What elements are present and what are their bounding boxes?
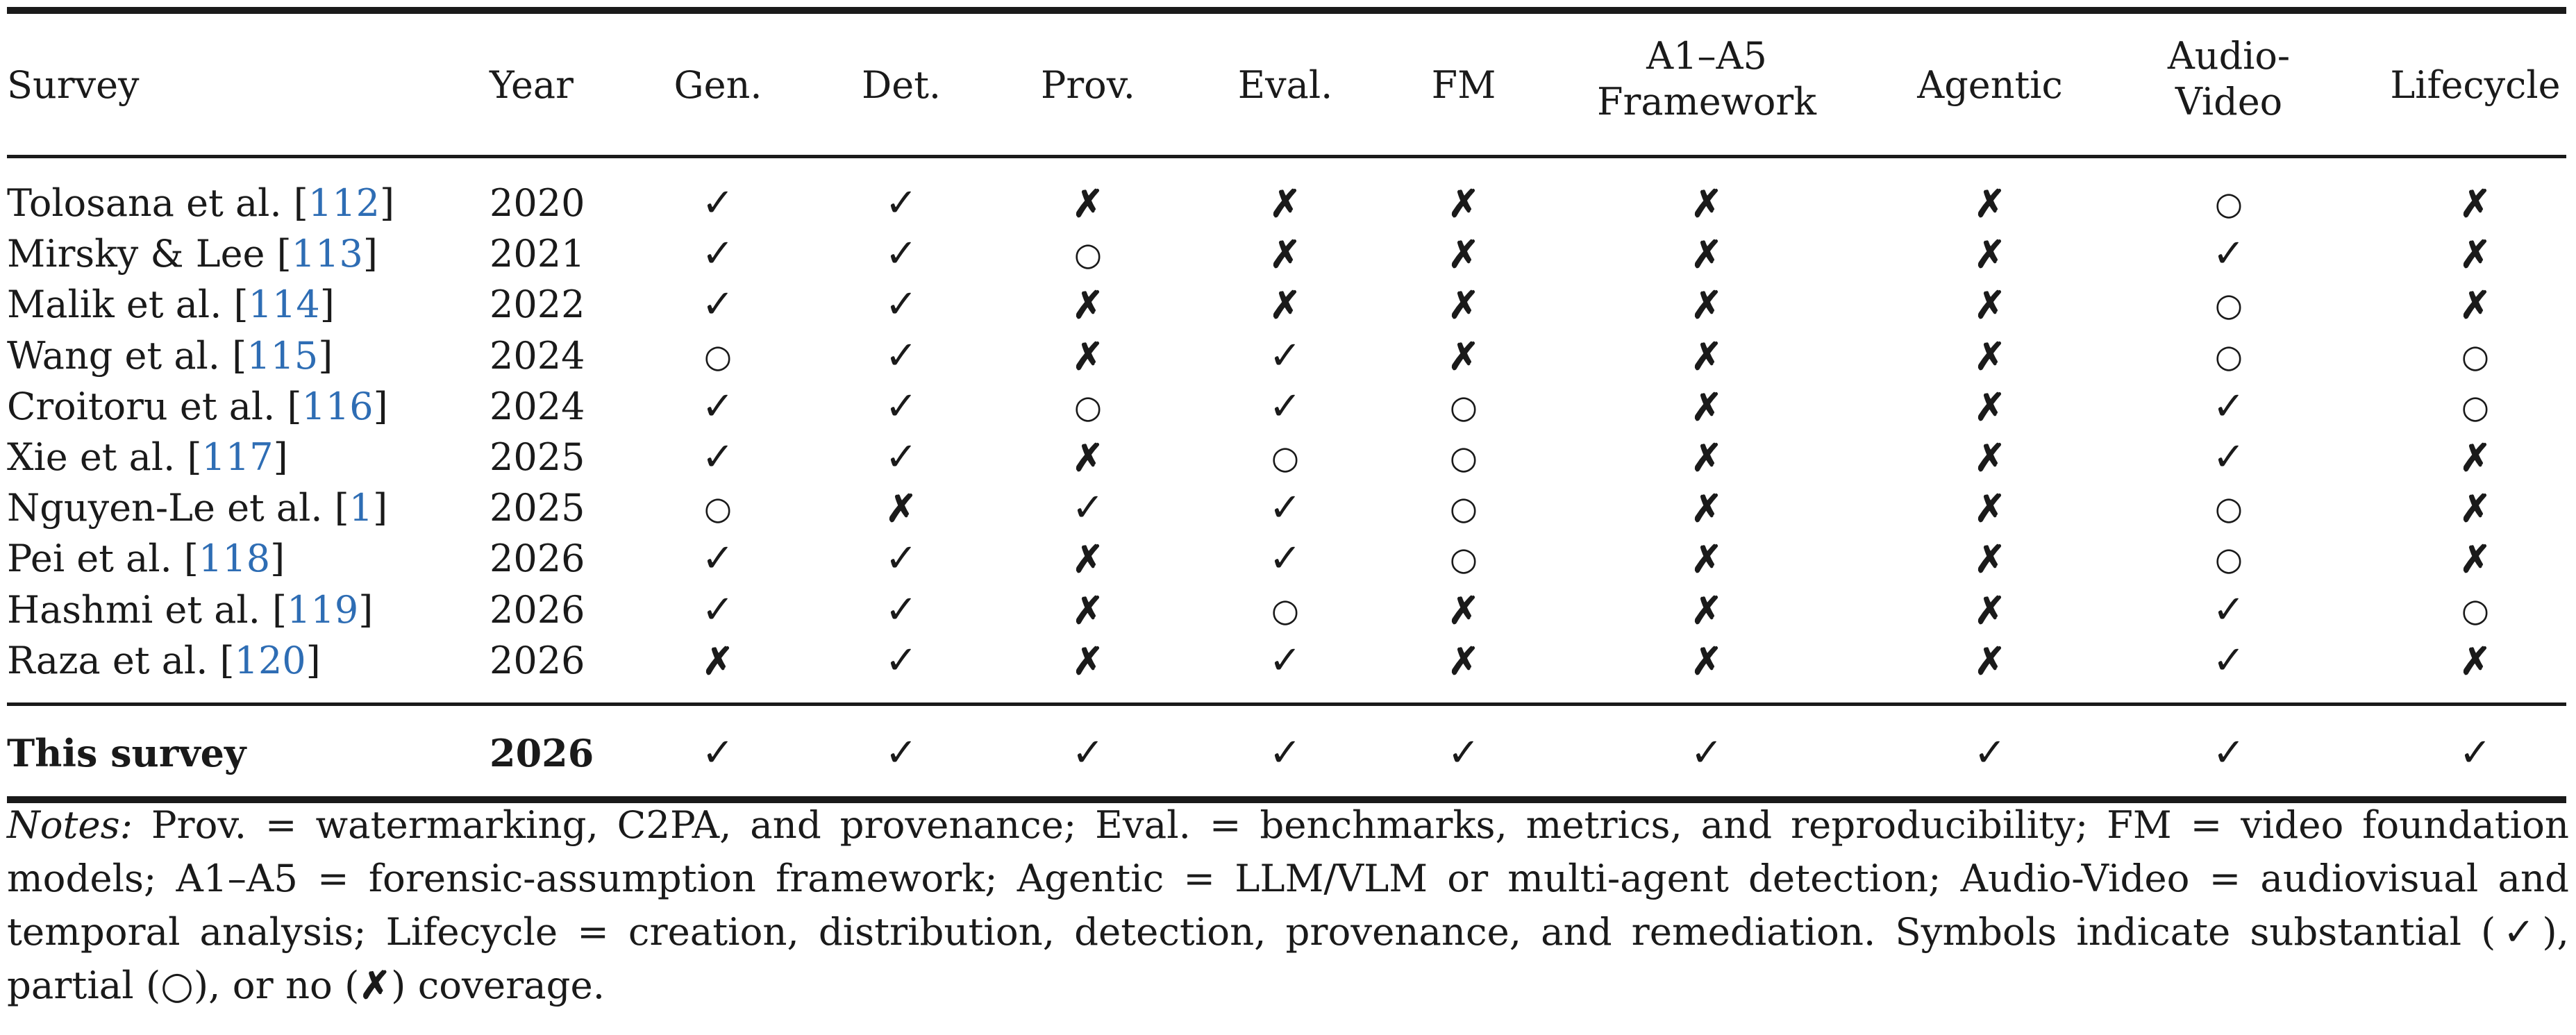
citation-link[interactable]: 116 (301, 384, 374, 428)
partial-circle-icon: ○ (1073, 387, 1103, 426)
year-cell: 2020 (490, 181, 585, 225)
citation-close: ] (362, 232, 378, 276)
cross-mark-icon: ✗ (2459, 435, 2491, 480)
survey-name-cell (7, 282, 335, 328)
partial-circle-icon: ○ (2461, 337, 2490, 375)
check-mark-icon: ✓ (885, 383, 918, 429)
cross-mark-icon: ✗ (1691, 333, 1723, 378)
cross-mark-icon: ✗ (1974, 384, 2006, 429)
year-cell: 2026 (490, 587, 585, 632)
cross-mark-icon: ✗ (1974, 587, 2006, 632)
survey-name: Tolosana et al. [ (7, 181, 308, 225)
check-mark-icon: ✓ (2212, 435, 2245, 480)
partial-circle-icon: ○ (2214, 286, 2243, 324)
check-mark-icon: ✓ (701, 435, 735, 480)
cross-mark-icon: ✗ (1691, 486, 1723, 531)
check-mark-icon: ✓ (885, 180, 918, 226)
cross-mark-icon: ✗ (1691, 283, 1723, 328)
survey-name-cell (7, 485, 387, 531)
citation-close: ] (306, 638, 321, 682)
notes-label: Notes: (7, 802, 133, 847)
cross-mark-icon: ✗ (1691, 587, 1723, 632)
check-mark-icon: ✓ (885, 333, 918, 378)
survey-name-cell (7, 180, 394, 226)
survey-name: Croitoru et al. [ (7, 384, 302, 428)
citation-link[interactable]: 117 (201, 435, 274, 479)
survey-name: Nguyen-Le et al. [ (7, 486, 349, 530)
check-mark-icon: ✓ (701, 231, 735, 277)
check-mark-icon: ✓ (2212, 637, 2245, 683)
cross-mark-icon: ✗ (1974, 333, 2006, 378)
cross-mark-icon: ✗ (1072, 587, 1104, 632)
cross-mark-icon: ✗ (1072, 181, 1104, 226)
partial-circle-icon: ○ (1271, 591, 1300, 629)
partial-circle-icon: ○ (2214, 185, 2243, 222)
check-mark-icon: ✓ (885, 637, 918, 683)
partial-circle-icon: ○ (2214, 337, 2243, 375)
cross-mark-icon: ✗ (1448, 333, 1480, 378)
column-header-eval: Eval. (1237, 63, 1333, 107)
check-mark-icon: ✓ (885, 435, 918, 480)
column-header-gen: Gen. (674, 63, 762, 107)
cross-mark-icon: ✗ (1691, 638, 1723, 683)
cross-mark-icon: ✗ (2459, 232, 2491, 277)
column-header-line: Audio- (2167, 34, 2291, 78)
column-header-a1a5 (1582, 33, 1832, 125)
citation-close: ] (318, 333, 333, 378)
survey-name-cell (7, 638, 321, 684)
cross-mark-icon: ✗ (1269, 181, 1301, 226)
survey-name: Xie et al. [ (7, 435, 202, 479)
partial-circle-icon: ○ (1449, 387, 1478, 426)
check-mark-icon: ✓ (701, 180, 735, 226)
citation-close: ] (319, 283, 335, 327)
cross-mark-icon: ✗ (2459, 283, 2491, 328)
cross-mark-icon: ✗ (1448, 232, 1480, 277)
column-header-audiovideo (2104, 33, 2354, 125)
header-rule (7, 155, 2566, 158)
survey-name-cell (7, 333, 333, 379)
citation-link[interactable]: 112 (308, 181, 380, 225)
cross-mark-icon: ✗ (1448, 638, 1480, 683)
cross-mark-icon: ✗ (1269, 283, 1301, 328)
citation-close: ] (373, 384, 388, 428)
citation-link[interactable]: 119 (287, 587, 359, 632)
notes-text: Prov. = watermarking, C2PA, and provenance; Eval. = benchmarks, metrics, and reproducibility; FM = video foundation models; A1–A5 = forensic-assumption framework; Agentic = LLM/VLM or multi-agent detection; Audio-Video = audiovisual and temporal analysis; Lifecycle = creation, distribution, detection, provenance, and remediation. Symbols indicate substantial ( (7, 802, 2569, 954)
cross-mark-icon: ✗ (1974, 435, 2006, 480)
citation-link[interactable]: 113 (291, 232, 363, 276)
survey-name-cell (7, 435, 288, 480)
citation-link[interactable]: 115 (246, 333, 319, 378)
year-cell: 2021 (490, 232, 585, 276)
column-header-line: A1–A5 (1646, 34, 1767, 78)
partial-circle-icon: ○ (1449, 439, 1478, 476)
cross-mark-icon: ✗ (1691, 435, 1723, 480)
cross-mark-icon: ✗ (1691, 537, 1723, 582)
notes-text-3: ), or no ( (193, 963, 360, 1007)
cross-mark-icon: ✗ (1072, 283, 1104, 328)
check-mark-icon: ✓ (885, 536, 918, 582)
cross-mark-icon: ✗ (1974, 181, 2006, 226)
partial-circle-icon: ○ (1271, 439, 1300, 476)
cross-mark-icon: ✗ (2459, 486, 2491, 531)
survey-name: Wang et al. [ (7, 333, 247, 378)
check-mark-icon: ✓ (1071, 730, 1105, 775)
check-mark-icon: ✓ (1269, 637, 1302, 683)
cross-mark-icon: ✗ (1691, 232, 1723, 277)
check-mark-icon: ✓ (701, 587, 735, 632)
notes-partial-symbol: ○ (160, 963, 194, 1007)
column-header-year: Year (490, 63, 574, 107)
cross-mark-icon: ✗ (1974, 283, 2006, 328)
notes-check-symbol: ✓ (2495, 909, 2543, 954)
check-mark-icon: ✓ (885, 231, 918, 277)
year-cell: 2024 (490, 384, 585, 428)
citation-link[interactable]: 118 (199, 537, 271, 581)
this-survey-rule (7, 702, 2566, 706)
survey-name: Mirsky & Lee [ (7, 232, 292, 276)
table-notes (7, 798, 2569, 1012)
year-cell: 2026 (490, 638, 585, 682)
cross-mark-icon: ✗ (702, 638, 734, 683)
cross-mark-icon: ✗ (1974, 537, 2006, 582)
partial-circle-icon: ○ (1449, 489, 1478, 528)
cross-mark-icon: ✗ (1269, 232, 1301, 277)
cross-mark-icon: ✗ (1072, 537, 1104, 582)
check-mark-icon: ✓ (1269, 536, 1302, 582)
check-mark-icon: ✓ (701, 730, 735, 775)
citation-close: ] (373, 486, 388, 530)
notes-text-4: ) coverage. (391, 963, 605, 1007)
check-mark-icon: ✓ (1269, 333, 1302, 378)
year-cell: 2022 (490, 283, 585, 327)
cross-mark-icon: ✗ (1448, 181, 1480, 226)
cross-mark-icon: ✗ (2459, 537, 2491, 582)
partial-circle-icon: ○ (703, 337, 733, 375)
partial-circle-icon: ○ (703, 489, 733, 528)
notes-none-symbol: ✗ (359, 963, 392, 1007)
citation-link[interactable]: 1 (349, 486, 374, 530)
year-cell: 2026 (490, 537, 585, 581)
cross-mark-icon: ✗ (1448, 587, 1480, 632)
column-header-line: Video (2175, 80, 2283, 124)
survey-name: Pei et al. [ (7, 537, 199, 581)
table-top-rule (7, 7, 2566, 14)
check-mark-icon: ✓ (1269, 730, 1302, 775)
partial-circle-icon: ○ (2214, 489, 2243, 528)
column-header-line: Framework (1597, 80, 1816, 124)
year-cell: 2024 (490, 333, 585, 378)
survey-name: Raza et al. [ (7, 638, 235, 682)
cross-mark-icon: ✗ (1072, 638, 1104, 683)
cross-mark-icon: ✗ (1691, 384, 1723, 429)
check-mark-icon: ✓ (1071, 485, 1105, 531)
check-mark-icon: ✓ (885, 282, 918, 328)
check-mark-icon: ✓ (885, 730, 918, 775)
cross-mark-icon: ✗ (1691, 181, 1723, 226)
check-mark-icon: ✓ (885, 587, 918, 632)
check-mark-icon: ✓ (2212, 730, 2245, 775)
survey-name-cell (7, 384, 388, 430)
cross-mark-icon: ✗ (1072, 333, 1104, 378)
survey-name-cell (7, 231, 378, 277)
check-mark-icon: ✓ (1269, 485, 1302, 531)
this-survey-name: This survey (7, 731, 246, 775)
cross-mark-icon: ✗ (2459, 181, 2491, 226)
partial-circle-icon: ○ (2214, 540, 2243, 578)
cross-mark-icon: ✗ (885, 486, 917, 531)
partial-circle-icon: ○ (1073, 235, 1103, 274)
check-mark-icon: ✓ (2212, 587, 2245, 632)
survey-name-cell (7, 536, 285, 582)
citation-close: ] (379, 181, 395, 225)
survey-name: Hashmi et al. [ (7, 587, 287, 632)
year-cell: 2025 (490, 486, 585, 530)
check-mark-icon: ✓ (2212, 231, 2245, 277)
notes-text-2: ), partial ( (7, 909, 2569, 1007)
cross-mark-icon: ✗ (1974, 486, 2006, 531)
column-header-prov: Prov. (1041, 63, 1135, 107)
citation-close: ] (270, 537, 285, 581)
cross-mark-icon: ✗ (2459, 638, 2491, 683)
check-mark-icon: ✓ (701, 383, 735, 429)
check-mark-icon: ✓ (2212, 383, 2245, 429)
partial-circle-icon: ○ (2461, 387, 2490, 426)
check-mark-icon: ✓ (2459, 730, 2492, 775)
column-header-lifecycle: Lifecycle (2390, 63, 2561, 107)
citation-close: ] (358, 587, 374, 632)
survey-name: Malik et al. [ (7, 283, 249, 327)
cross-mark-icon: ✗ (1448, 283, 1480, 328)
partial-circle-icon: ○ (2461, 591, 2490, 629)
cross-mark-icon: ✗ (1974, 638, 2006, 683)
check-mark-icon: ✓ (1973, 730, 2007, 775)
citation-link[interactable]: 114 (248, 283, 320, 327)
column-header-det: Det. (861, 63, 942, 107)
cross-mark-icon: ✗ (1974, 232, 2006, 277)
check-mark-icon: ✓ (701, 536, 735, 582)
check-mark-icon: ✓ (701, 282, 735, 328)
survey-name-cell (7, 587, 373, 633)
check-mark-icon: ✓ (1447, 730, 1480, 775)
column-header-survey: Survey (7, 63, 140, 107)
year-cell: 2025 (490, 435, 585, 479)
column-header-agentic: Agentic (1917, 63, 2063, 107)
citation-link[interactable]: 120 (234, 638, 306, 682)
check-mark-icon: ✓ (1690, 730, 1723, 775)
partial-circle-icon: ○ (1449, 540, 1478, 578)
check-mark-icon: ✓ (1269, 383, 1302, 429)
citation-close: ] (273, 435, 288, 479)
column-header-fm: FM (1431, 63, 1496, 107)
this-survey-year: 2026 (490, 731, 594, 775)
cross-mark-icon: ✗ (1072, 435, 1104, 480)
